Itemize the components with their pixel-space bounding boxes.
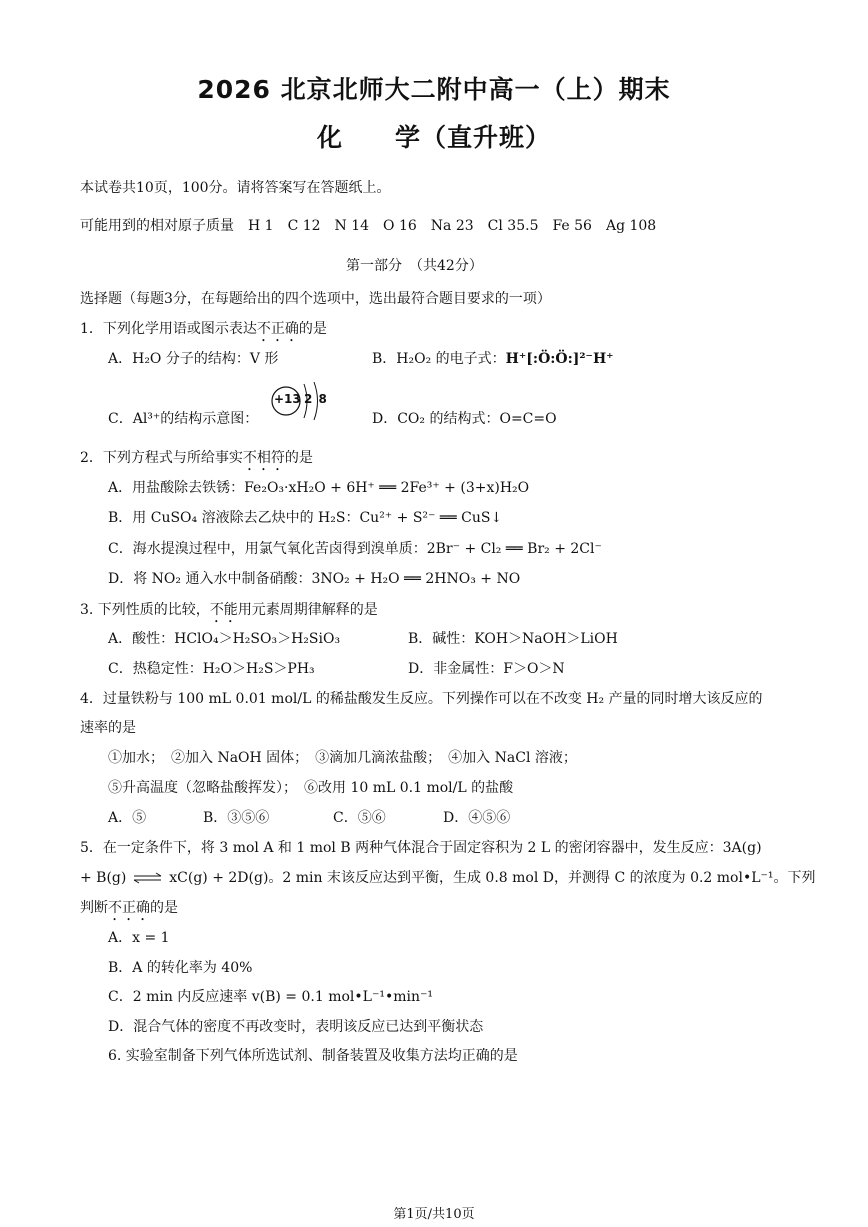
q5-stem-line2 (80, 868, 816, 888)
exam-subtitle: 化 学（直升班） (316, 123, 551, 152)
q4-option-d: D．④⑤⑥ (443, 810, 511, 826)
q5-option-c: C．2 min 内反应速率 v(B) = 0.1 mol•L⁻¹•min⁻¹ (108, 989, 433, 1005)
q1-option-b-label: B．H₂O₂ 的电子式： (372, 351, 506, 367)
q1-option-b-formula: H⁺[:Ö:Ö:]²⁻H⁺ (505, 351, 614, 367)
q5-option-a: A．x = 1 (108, 930, 170, 946)
q5-option-b: B．A 的转化率为 40% (108, 960, 253, 976)
q3-option-a: A．酸性：HClO₄＞H₂SO₃＞H₂SiO₃ (108, 631, 341, 647)
section1-title: 第一部分 （共42分） (346, 258, 483, 274)
equilibrium-arrow-icon (131, 872, 165, 884)
section1-instructions: 选择题（每题3分，在每题给出的四个选项中，选出最符合题目要求的一项） (80, 291, 551, 307)
q4-stem-line2: 速率的是 (80, 720, 136, 736)
q2-option-d: D．将 NO₂ 通入水中制备硝酸：3NO₂ + H₂O ══ 2HNO₃ + NO (108, 571, 521, 587)
q5-stem-line3 (80, 898, 178, 924)
q5-stem-line2a: + B(g) (80, 870, 127, 886)
q2-option-b: B．用 CuSO₄ 溶液除去乙炔中的 H₂S：Cu²⁺ + S²⁻ ══ CuS↓ (108, 510, 503, 526)
q1-stem-a: 1．下列化学用语或图示表达 (80, 321, 257, 337)
q4-operations-line1: ①加水； ②加入 NaOH 固体； ③滴加几滴浓盐酸； ④加入 NaCl 溶液； (108, 750, 577, 766)
q1-option-a: A．H₂O 分子的结构：V 形 (108, 351, 279, 367)
q1-option-d: D．CO₂ 的结构式：O=C=O (372, 411, 557, 427)
q1-stem (80, 319, 327, 345)
exam-title: 2026 北京北师大二附中高一（上）期末 (197, 75, 671, 104)
q3-stem-a: 3. 下列性质的比较， (80, 602, 210, 618)
q2-stem-emphasis: 不相符 (242, 450, 285, 466)
q3-stem-emphasis: 不能 (209, 602, 238, 618)
q5-option-d: D．混合气体的密度不再改变时，表明该反应已达到平衡状态 (108, 1019, 484, 1035)
q4-option-a: A．⑤ (108, 810, 147, 826)
q1-stem-emphasis: 不正确 (256, 321, 299, 337)
q4-stem-line1: 4．过量铁粉与 100 mL 0.01 mol/L 的稀盐酸发生反应。下列操作可以在不改变 H₂ 产量的同时增大该反应的 (80, 691, 763, 707)
al-ion-structure-diagram (270, 376, 330, 430)
q2-option-c: C．海水提溴过程中，用氯气氧化苦卤得到溴单质：2Br⁻ + Cl₂ ══ Br₂ + 2Cl⁻ (108, 541, 602, 557)
q1-option-b (372, 349, 614, 369)
q6-stem: 6. 实验室制备下列气体所选试剂、制备装置及收集方法均正确的是 (108, 1048, 518, 1064)
q4-operations-line2: ⑤升高温度（忽略盐酸挥发）； ⑥改用 10 mL 0.1 mol/L 的盐酸 (108, 780, 514, 796)
q1-stem-b: 的是 (298, 321, 327, 337)
q5-stem-emphasis: 不正确 (108, 900, 150, 916)
atom-shell-electrons: 2 8 (304, 392, 328, 406)
q5-stem-line1: 5．在一定条件下，将 3 mol A 和 1 mol B 两种气体混合于固定容积为 2 L 的密闭容器中，发生反应：3A(g) (80, 840, 762, 856)
q1-option-c: C．Al³⁺的结构示意图： (108, 411, 259, 427)
q5-stem-line3b: 的是 (150, 900, 178, 916)
q3-stem-b: 用元素周期律解释的是 (237, 602, 378, 618)
q2-option-a: A．用盐酸除去铁锈：Fe₂O₃·xH₂O + 6H⁺ ══ 2Fe³⁺ + (3+x)H₂O (108, 480, 530, 496)
q3-option-d: D．非金属性：F＞O＞N (408, 661, 565, 677)
q4-option-b: B．③⑤⑥ (203, 810, 270, 826)
atom-nucleus-label: +13 (274, 392, 301, 406)
atomic-masses: 可能用到的相对原子质量 H 1 C 12 N 14 O 16 Na 23 Cl 35.5 Fe 56 Ag 108 (80, 218, 657, 234)
q2-stem (80, 448, 313, 474)
q3-option-b: B．碱性：KOH＞NaOH＞LiOH (408, 631, 618, 647)
q2-stem-b: 的是 (284, 450, 313, 466)
q3-option-c: C．热稳定性：H₂O＞H₂S＞PH₃ (108, 661, 315, 677)
q5-stem-line3a: 判断 (80, 900, 108, 916)
page-footer: 第1页/共10页 (393, 1207, 475, 1222)
q3-stem (80, 600, 378, 626)
q4-option-c: C．⑤⑥ (333, 810, 386, 826)
q2-stem-a: 2．下列方程式与所给事实 (80, 450, 243, 466)
intro-text: 本试卷共10页，100分。请将答案写在答题纸上。 (80, 180, 391, 196)
q5-stem-line2b: xC(g) + 2D(g)。2 min 末该反应达到平衡，生成 0.8 mol D，并测得 C 的浓度为 0.2 mol•L⁻¹。下列 (169, 870, 816, 886)
